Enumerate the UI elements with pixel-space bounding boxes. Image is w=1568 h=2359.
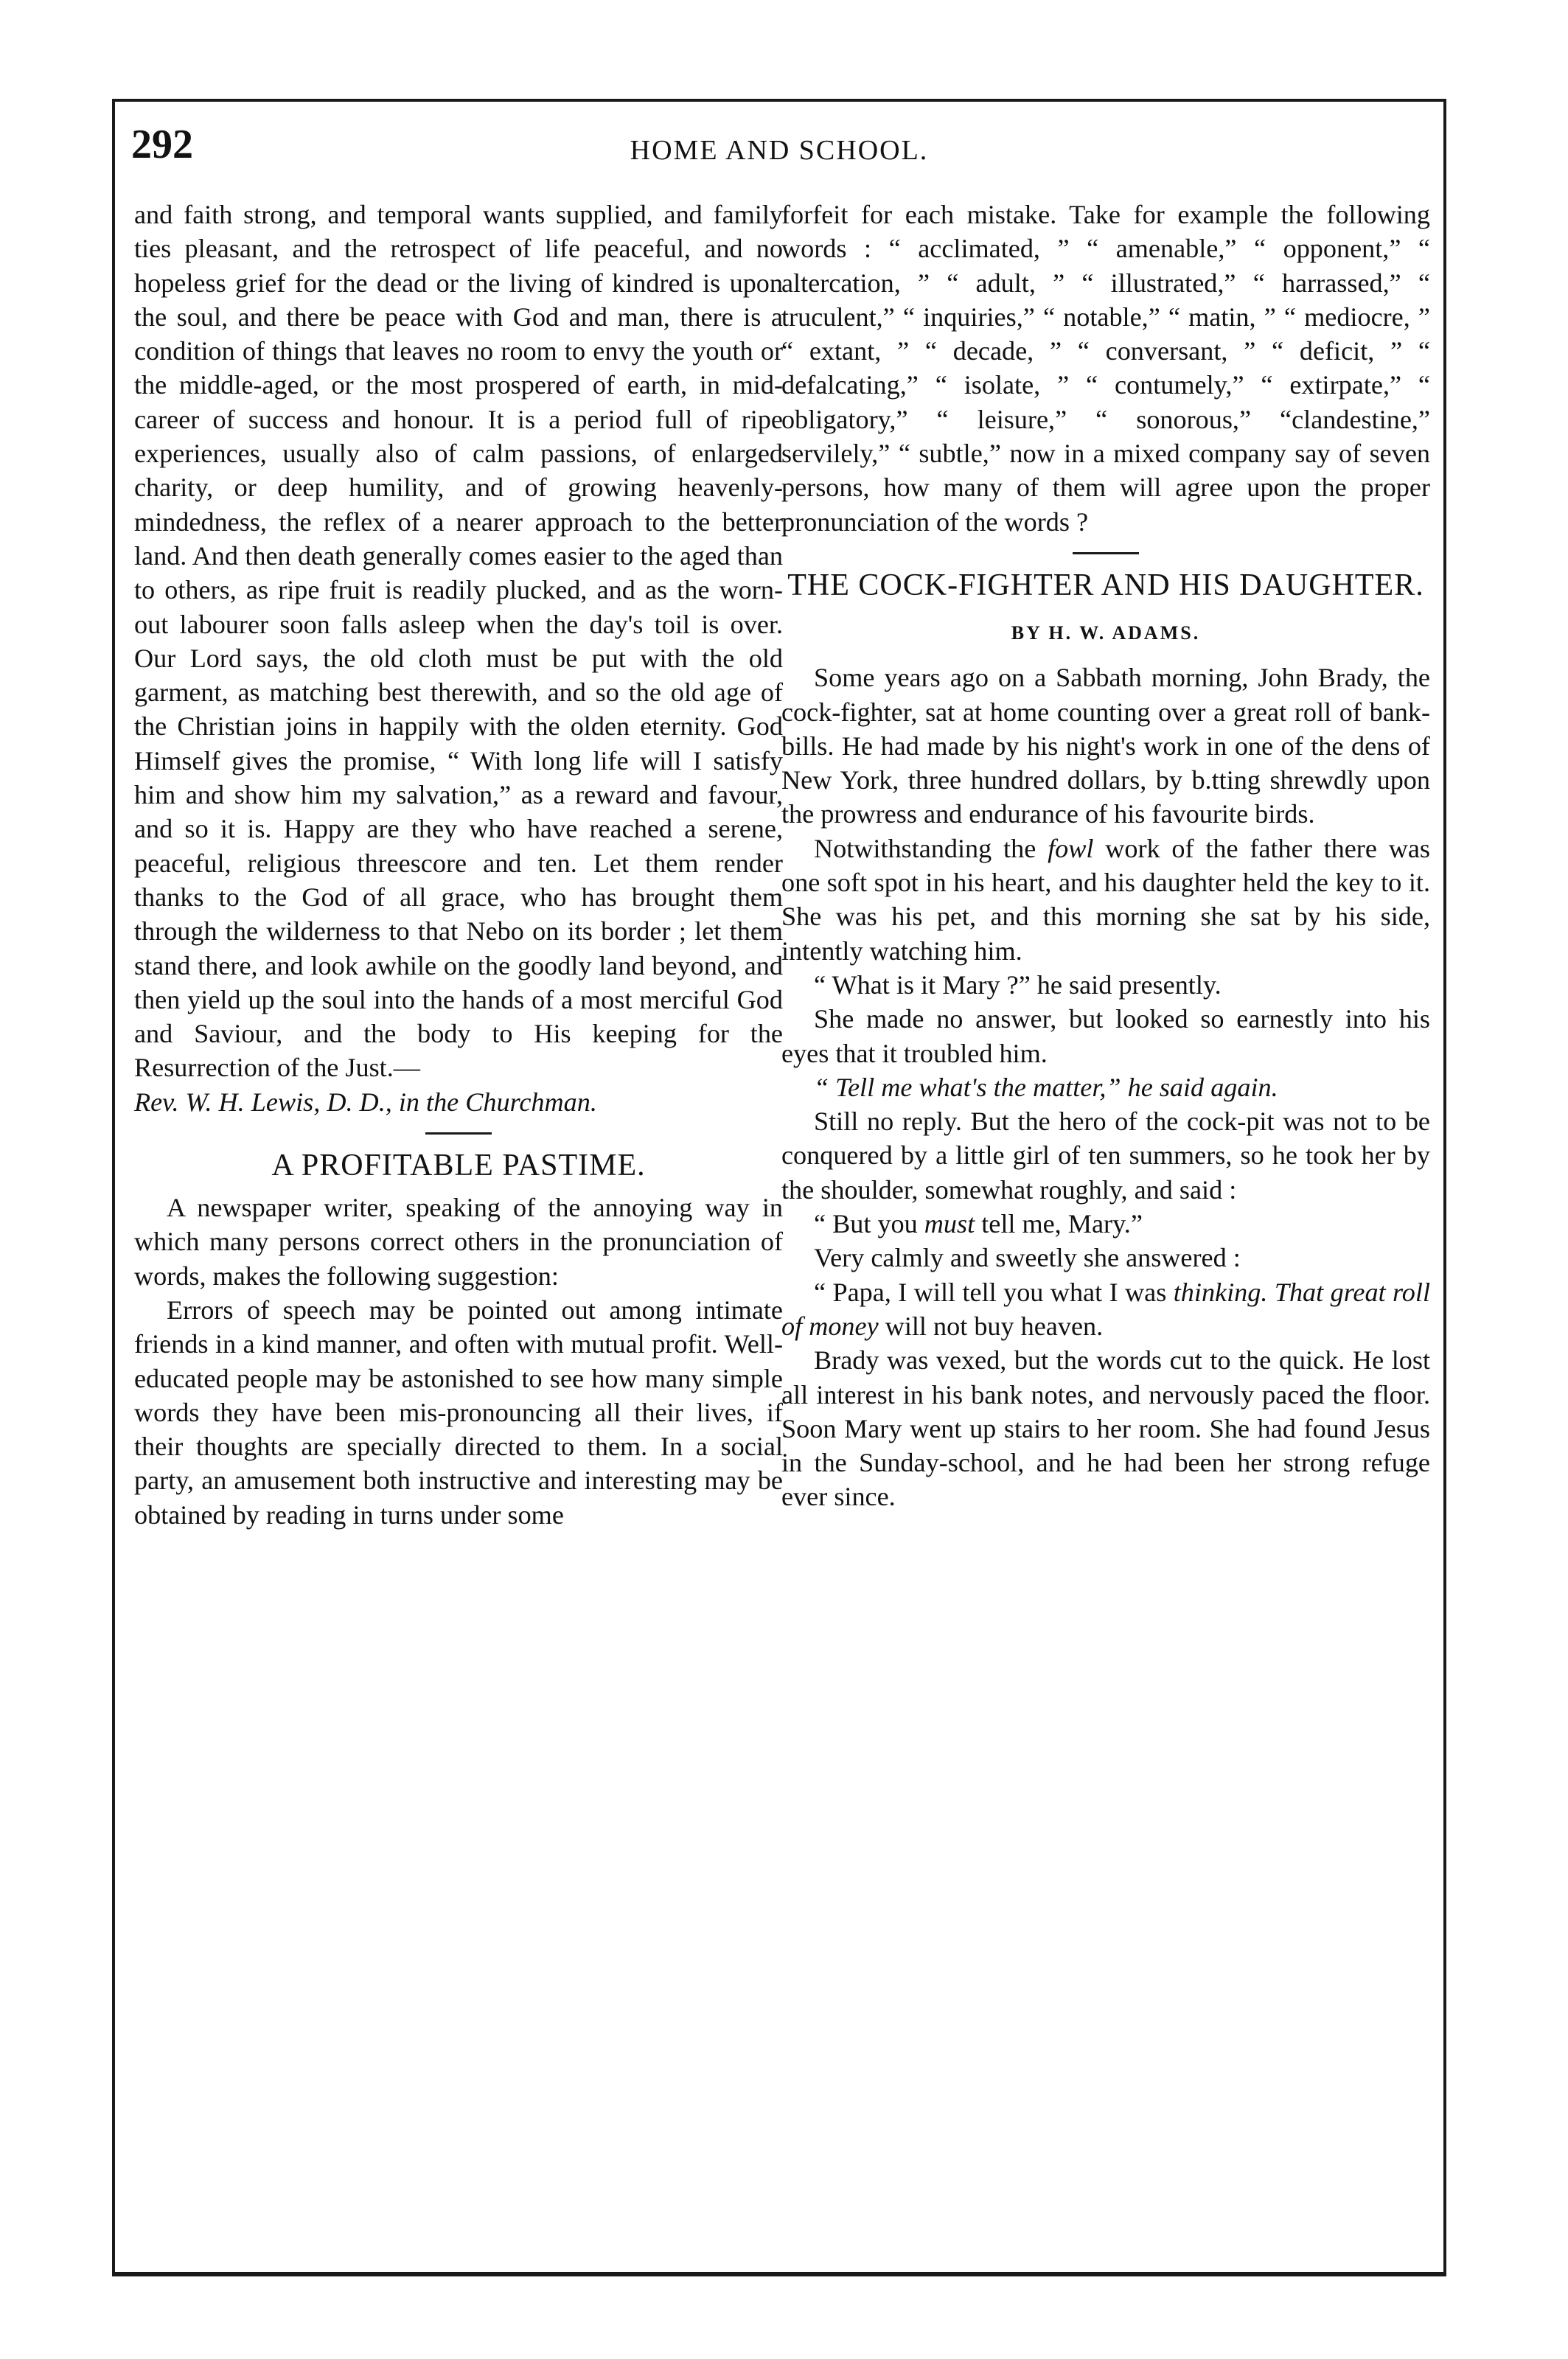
article2-paragraph-2: Errors of speech may be pointed out among intimate friends in a kind manner, and often with mutual profit. Well-educated people may be astonished to see how many simple words they have been mis-pronouncing all their lives, if their thoughts are specially directed to them. In a social party, an amusement both instructive and interesting may be obtained by reading in turns under some [134, 1295, 783, 1530]
right-column [781, 198, 1430, 1514]
article1-paragraph: and faith strong, and temporal wants supplied, and family ties pleasant, and the retrospect of life peaceful, and no hopeless grief for the dead or the living of kindred is upon the soul, and there be peace with God and man, there is a condition of things that leaves no room to envy the youth or the middle-aged, or the most prospered of earth, in mid-career of success and honour. It is a period full of ripe experiences, usually also of calm passions, of enlarged charity, or deep humility, and of growing heavenly-mindedness, the reflex of a nearer approach to the better land. And then death generally comes easier to the aged than to others, as ripe fruit is readily plucked, and as the worn-out labourer soon falls asleep when the day's toil is over. Our Lord says, the old cloth must be put with the old garment, as matching best therewith, and so the old age of the Christian joins in happily with the olden eternity. God Himself gives the promise, “ With long life will I satisfy him and show him my salvation,” as a reward and favour, and so it is. Happy are they who have reached a serene, peaceful, religious threescore and ten. Let them render thanks to the God of all grace, who has brought them through the wilderness to that Nebo on its border ; let them stand there, and look awhile on the goodly land beyond, and then yield up the soul into the hands of a most merciful God and Saviour, and the body to His keeping for the Resurrection of the Just.— [134, 200, 783, 1083]
article3-paragraph-10: Brady was vexed, but the words cut to the quick. He lost all interest in his bank notes, and nervously paced the floor. Soon Mary went up stairs to her room. She had found Jesus in the Sunday-school, and he had been her strong refuge ever since. [781, 1345, 1430, 1512]
page-header [112, 115, 1446, 174]
article3-paragraph-5 [781, 1070, 1430, 1104]
article3-paragraph-1: Some years ago on a Sabbath morning, John Brady, the cock-fighter, sat at home counting over a great roll of bank-bills. He had made by his night's work in one of the dens of New York, three hundred dollars, by b.tting shrewdly upon the prowress and endurance of his favourite birds. [781, 663, 1430, 829]
left-column [134, 198, 783, 1532]
article3-paragraph-6: Still no reply. But the hero of the cock-pit was not to be conquered by a little girl of ten summers, so he took her by the shoulder, somewhat roughly, and said : [781, 1107, 1430, 1205]
article3-paragraph-2 [781, 832, 1430, 968]
article3-paragraph-7 [781, 1207, 1430, 1241]
running-head: HOME AND SCHOOL. [630, 135, 929, 166]
article2-title: A PROFITABLE PASTIME. [271, 1149, 646, 1183]
text-run: Notwithstanding the [814, 833, 1048, 863]
text-run: will not buy heaven. [878, 1311, 1104, 1341]
article3-paragraph-3: “ What is it Mary ?” he said presently. [814, 969, 1222, 1000]
article3-paragraph-4: She made no answer, but looked so earnestly into his eyes that it troubled him. [781, 1004, 1430, 1068]
text-run: tell me, Mary.” [975, 1209, 1143, 1239]
italic-run: fowl [1048, 833, 1094, 863]
article3-paragraph-8: Very calmly and sweetly she answered : [814, 1243, 1241, 1273]
article3-paragraph-9 [781, 1275, 1430, 1344]
article1-credit: Rev. W. H. Lewis, D. D., in the Churchman. [134, 1087, 597, 1117]
page-number: 292 [131, 122, 193, 167]
article3-byline: BY H. W. ADAMS. [1011, 621, 1201, 644]
italic-run: thinking. That great roll of money [781, 1277, 1431, 1341]
text-run: work of the father there was one soft spot in his heart, and his daughter held the key to it. She was his pet, and this morning she sat by his side, intently watching him. [781, 833, 1430, 966]
article2-continuation: forfeit for each mistake. Take for example the following words : “ acclimated, ” “ amenable,” “ opponent,” “ altercation, ” “ adult, ” “ illustrated,” “ harrassed,” “ truculent,” “ inquiries,” “ notable,” “ matin, ” “ mediocre, ” “ extant, ” “ decade, ” “ conversant, ” “ deficit, ” “ defalcating,” “ isolate, ” “ contumely,” “ extirpate,” “ obligatory,” “ leisure,” “ sonorous,” “clandestine,” servilely,” “ subtle,” now in a mixed company say of seven persons, how many of them will agree upon the proper pronunciation of the words ? [781, 200, 1430, 537]
section-divider [425, 1132, 492, 1135]
section-divider [1073, 552, 1139, 554]
text-run: “ But you [814, 1209, 924, 1239]
italic-run: “ Tell me what's the matter,” he said again. [814, 1072, 1278, 1102]
article3-title: THE COCK-FIGHTER AND HIS DAUGHTER. [787, 568, 1424, 602]
text-run: “ Papa, I will tell you what I was [814, 1277, 1174, 1307]
italic-run: must [924, 1209, 975, 1239]
article2-paragraph-1: A newspaper writer, speaking of the annoying way in which many persons correct others in the pronunciation of words, makes the following suggestion: [134, 1193, 783, 1291]
